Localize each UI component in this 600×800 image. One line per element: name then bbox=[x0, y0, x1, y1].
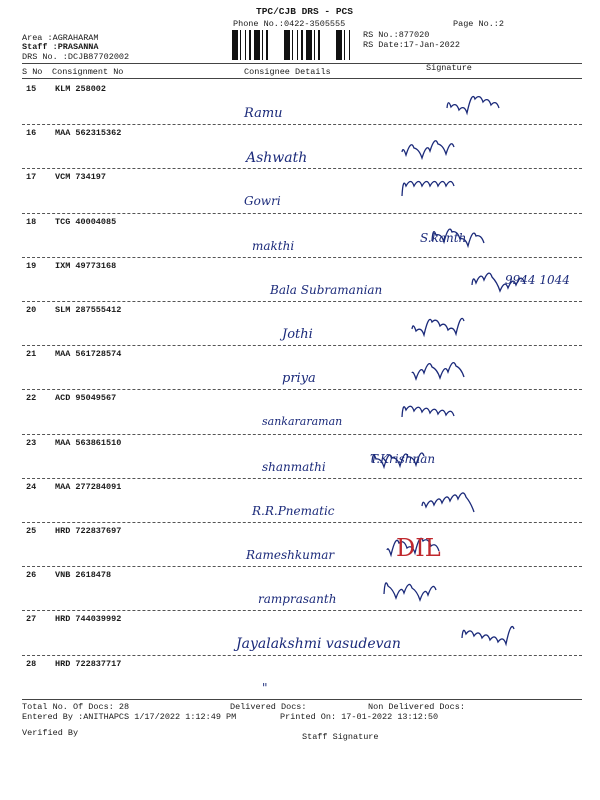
row-signature-scribble bbox=[400, 176, 470, 212]
row-signature-text: DIL bbox=[396, 534, 441, 562]
row-consignment-number: SLM 287555412 bbox=[55, 305, 122, 315]
row-divider bbox=[22, 124, 582, 125]
non-delivered-docs: Non Delivered Docs: bbox=[368, 702, 465, 712]
rs-number: RS No.:877020 bbox=[363, 30, 430, 40]
area-label: Area :AGRAHARAM bbox=[22, 33, 99, 43]
row-serial-number: 17 bbox=[26, 172, 37, 183]
row-signature-scribble bbox=[410, 353, 480, 389]
row-signature-scribble bbox=[400, 397, 470, 433]
row-consignee-name: Ashwath bbox=[246, 150, 308, 167]
printed-on: Printed On: 17-01-2022 13:12:50 bbox=[280, 712, 439, 722]
drs-number: DRS No. :DCJB87702002 bbox=[22, 52, 130, 62]
row-serial-number: 16 bbox=[26, 128, 37, 139]
row-serial-number: 15 bbox=[26, 84, 37, 94]
row-signature-scribble bbox=[410, 309, 480, 345]
row-divider bbox=[22, 301, 582, 302]
row-consignee-name: Gowri bbox=[244, 194, 281, 209]
row-consignment-number: MAA 563861510 bbox=[55, 437, 122, 448]
row-consignment-number: MAA 561728574 bbox=[55, 349, 122, 360]
row-consignment-number: VNB 2618478 bbox=[55, 570, 112, 581]
verified-by: Verified By bbox=[22, 728, 79, 738]
document-title: TPC/CJB DRS - PCS bbox=[256, 6, 353, 17]
row-serial-number: 26 bbox=[26, 570, 37, 581]
row-consignment-number: HRD 722837697 bbox=[55, 526, 122, 536]
column-header-consignee: Consignee Details bbox=[244, 67, 331, 77]
row-consignee-name: Rameshkumar bbox=[246, 548, 335, 562]
row-signature-text: S.kanth bbox=[420, 230, 467, 245]
column-header-signature: Signature bbox=[426, 63, 472, 73]
row-consignee-name: makthi bbox=[252, 238, 295, 253]
row-divider bbox=[22, 434, 582, 435]
row-divider bbox=[22, 522, 582, 523]
row-consignee-name: ramprasanth bbox=[258, 592, 337, 607]
row-consignment-number: TCG 40004085 bbox=[55, 216, 117, 227]
row-consignment-number: ACD 95049567 bbox=[55, 393, 117, 404]
row-serial-number: 23 bbox=[26, 437, 37, 448]
row-divider bbox=[22, 478, 582, 479]
row-divider bbox=[22, 566, 582, 567]
row-divider bbox=[22, 213, 582, 214]
row-consignee-name: sankararaman bbox=[262, 415, 343, 429]
row-consignee-name: Jayalakshmi vasudevan bbox=[236, 636, 401, 653]
row-signature-scribble bbox=[445, 88, 515, 124]
column-header-sno: S No bbox=[22, 67, 43, 77]
phone-number: Phone No.:0422-3505555 bbox=[233, 19, 346, 29]
row-consignment-number: IXM 49773168 bbox=[55, 260, 117, 271]
row-signature-scribble bbox=[460, 618, 530, 654]
row-divider bbox=[22, 168, 582, 169]
footer-divider bbox=[22, 699, 582, 700]
row-serial-number: 27 bbox=[26, 614, 37, 625]
row-signature-text: T.Krishnan bbox=[370, 451, 436, 466]
row-consignee-name: shanmathi bbox=[262, 459, 326, 474]
row-consignee-name: Jothi bbox=[282, 327, 313, 342]
row-divider bbox=[22, 655, 582, 656]
column-header-consignment: Consignment No bbox=[52, 67, 124, 77]
row-consignment-number: MAA 562315362 bbox=[55, 128, 122, 139]
header-divider bbox=[22, 63, 582, 64]
row-consignee-name: " bbox=[262, 680, 268, 695]
row-serial-number: 28 bbox=[26, 658, 37, 669]
row-consignment-number: KLM 258002 bbox=[55, 84, 107, 94]
row-consignee-name: Ramu bbox=[244, 106, 283, 121]
staff-label: Staff :PRASANNA bbox=[22, 42, 99, 52]
header-bottom-divider bbox=[22, 78, 582, 79]
barcode-image bbox=[232, 30, 352, 64]
rs-date: RS Date:17-Jan-2022 bbox=[363, 40, 460, 50]
row-consignee-name: Bala Subramanian bbox=[270, 282, 383, 297]
row-divider bbox=[22, 389, 582, 390]
row-consignment-number: HRD 722837717 bbox=[55, 658, 122, 669]
page-number: Page No.:2 bbox=[453, 19, 505, 29]
row-serial-number: 18 bbox=[26, 216, 37, 227]
entered-by: Entered By :ANITHAPCS 1/17/2022 1:12:49 PM bbox=[22, 712, 237, 722]
row-consignment-number: MAA 277284091 bbox=[55, 481, 122, 492]
row-serial-number: 19 bbox=[26, 260, 37, 271]
row-phone-note: 9944 1044 bbox=[505, 272, 570, 287]
row-consignee-name: R.R.Pnematic bbox=[252, 503, 335, 518]
row-consignment-number: HRD 744039992 bbox=[55, 614, 122, 625]
delivered-docs: Delivered Docs: bbox=[230, 702, 307, 712]
row-serial-number: 24 bbox=[26, 481, 37, 492]
row-signature-scribble bbox=[400, 132, 470, 168]
row-consignment-number: VCM 734197 bbox=[55, 172, 107, 183]
row-serial-number: 22 bbox=[26, 393, 37, 404]
row-serial-number: 20 bbox=[26, 305, 37, 315]
total-docs: Total No. Of Docs: 28 bbox=[22, 702, 130, 712]
row-consignee-name: priya bbox=[282, 371, 316, 387]
row-serial-number: 25 bbox=[26, 526, 37, 536]
row-divider bbox=[22, 345, 582, 346]
row-divider bbox=[22, 257, 582, 258]
row-divider bbox=[22, 610, 582, 611]
row-signature-scribble bbox=[420, 486, 490, 522]
row-serial-number: 21 bbox=[26, 349, 37, 360]
staff-signature-label: Staff Signature bbox=[302, 732, 379, 742]
row-signature-scribble bbox=[382, 574, 452, 610]
